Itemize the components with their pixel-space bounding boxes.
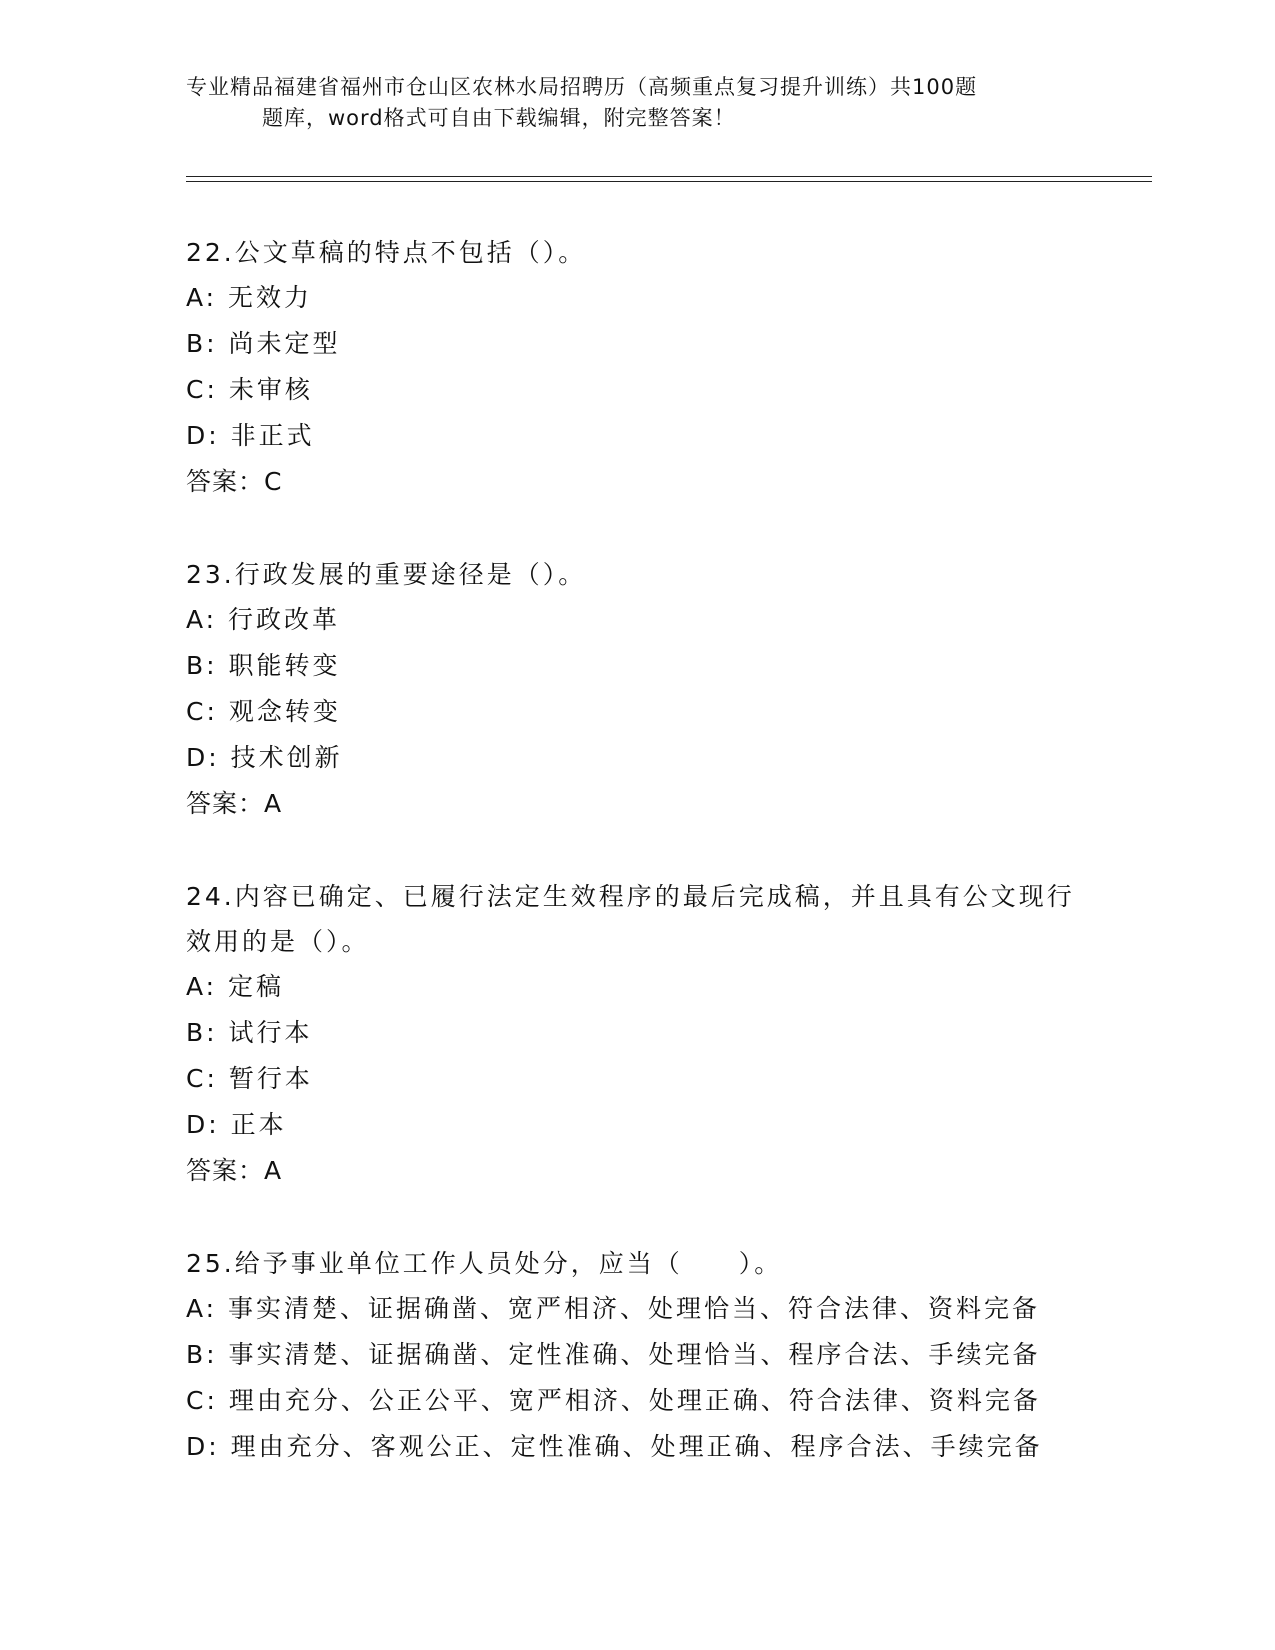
option-d: D: 正本: [186, 1110, 287, 1139]
question-stem: 24.内容已确定、已履行法定生效程序的最后完成稿，并且具有公文现行效用的是（）。: [186, 882, 1075, 956]
option-d: D: 非正式: [186, 421, 315, 450]
option-c: C: 理由充分、公正公平、宽严相济、处理正确、符合法律、资料完备: [186, 1386, 1041, 1415]
header-divider-bottom: [186, 181, 1152, 182]
option-b: B: 事实清楚、证据确凿、定性准确、处理恰当、程序合法、手续完备: [186, 1340, 1041, 1369]
option-b: B: 尚未定型: [186, 329, 341, 358]
header-divider-top: [186, 176, 1152, 177]
document-header: [186, 72, 1086, 134]
option-c: C: 观念转变: [186, 697, 341, 726]
question-stem: 22.公文草稿的特点不包括（）。: [186, 238, 587, 267]
option-b: B: 试行本: [186, 1018, 313, 1047]
question-item: [186, 874, 1086, 1194]
option-c: C: 暂行本: [186, 1064, 313, 1093]
option-c: C: 未审核: [186, 375, 313, 404]
question-item: [186, 230, 1086, 505]
option-d: D: 技术创新: [186, 743, 343, 772]
option-a: A: 无效力: [186, 283, 313, 312]
option-d: D: 理由充分、客观公正、定性准确、处理正确、程序合法、手续完备: [186, 1432, 1043, 1461]
option-b: B: 职能转变: [186, 651, 341, 680]
option-a: A: 行政改革: [186, 605, 341, 634]
question-stem: 25.给予事业单位工作人员处分，应当（ ）。: [186, 1249, 783, 1278]
question-list: [186, 230, 1086, 1517]
question-stem: 23.行政发展的重要途径是（）。: [186, 560, 587, 589]
option-a: A: 事实清楚、证据确凿、宽严相济、处理恰当、符合法律、资料完备: [186, 1294, 1041, 1323]
option-a: A: 定稿: [186, 972, 285, 1001]
header-title-line-2: 题库，word格式可自由下载编辑，附完整答案！: [262, 106, 736, 130]
question-item: [186, 552, 1086, 827]
header-title-line-1: 专业精品福建省福州市仓山区农林水局招聘历（高频重点复习提升训练）共100题: [186, 75, 978, 99]
answer-line: 答案：A: [186, 1156, 283, 1185]
answer-line: 答案：A: [186, 789, 283, 818]
question-item: [186, 1241, 1086, 1470]
answer-line: 答案：C: [186, 467, 283, 496]
